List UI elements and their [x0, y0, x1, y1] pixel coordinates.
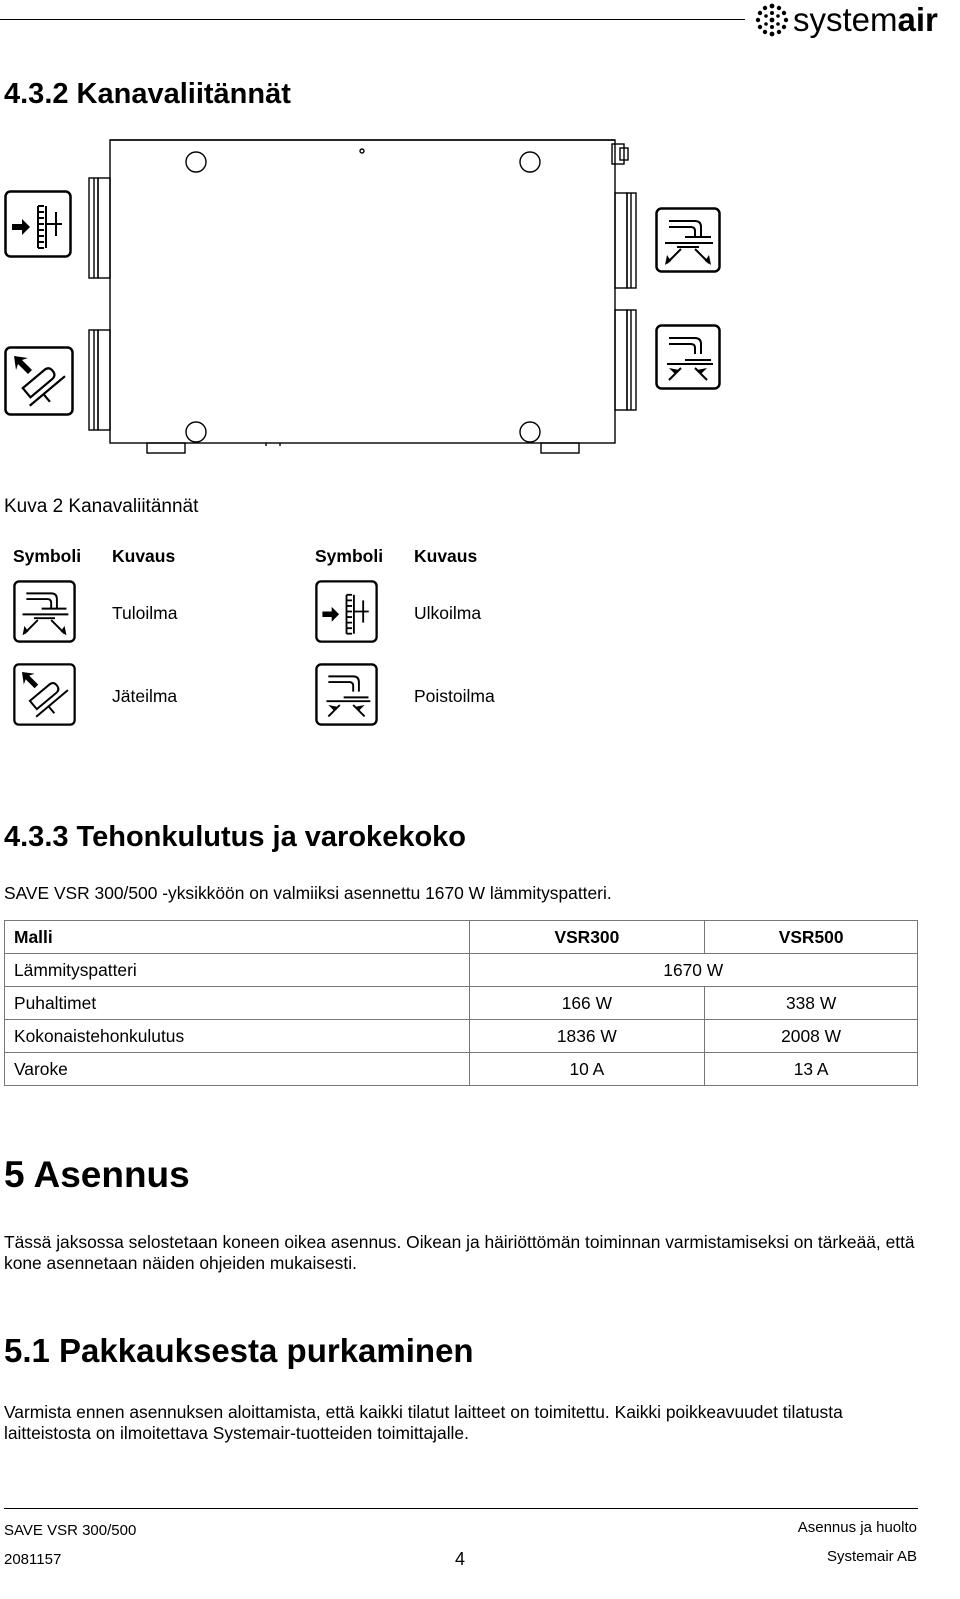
section-5-1-text: Varmista ennen asennuksen aloittamista, että kaikki tilatut laitteet on toimitettu. Kaikki poikkeavuudet tilatusta laitteistosta on ilmoitettava Systemair-tuotteiden toimittajalle. — [4, 1402, 843, 1443]
table-row — [5, 987, 918, 1020]
extract-air-icon — [655, 324, 721, 390]
row-label: Varoke — [5, 1053, 470, 1086]
systemair-logo — [755, 0, 938, 40]
supply-air-label: Tuloilma — [112, 603, 178, 623]
vsr500-value: 2008 W — [705, 1020, 918, 1053]
table-row — [5, 1053, 918, 1086]
footer-doc-number: 2081157 — [4, 1551, 62, 1568]
header-cell-model: Malli — [5, 921, 470, 954]
section-5-1-title: 5.1 Pakkauksesta purkaminen — [4, 1332, 474, 1369]
section-5-text: Tässä jaksossa selostetaan koneen oikea asennus. Oikean ja häiriöttömän toiminnan varmistamiseksi on tärkeää, että kone asennetaan näiden ohjeiden mukaisesti. — [4, 1232, 915, 1273]
logo-wordmark: systemair — [793, 1, 938, 38]
footer-rule — [4, 1508, 918, 1509]
unit-duct-connection-drawing — [0, 130, 740, 460]
symbol-col-header: Symboli — [13, 546, 82, 566]
outdoor-air-icon — [315, 580, 378, 643]
footer-chapter: Asennus ja huolto — [797, 1519, 917, 1536]
vsr300-value: 1836 W — [469, 1020, 705, 1053]
header-cell-vsr300: VSR300 — [469, 921, 705, 954]
description-col-header: Kuvaus — [112, 546, 176, 566]
header-cell-vsr500: VSR500 — [705, 921, 918, 954]
vsr500-value: 13 A — [705, 1053, 918, 1086]
symbol-col-header-2: Symboli — [315, 546, 384, 566]
row-label: Lämmityspatteri — [5, 954, 470, 987]
supply-air-icon — [13, 580, 76, 643]
extract-air-icon — [315, 663, 378, 726]
extract-air-label: Poistoilma — [414, 686, 495, 706]
vsr300-value: 166 W — [469, 987, 705, 1020]
table-row — [5, 954, 918, 987]
outdoor-air-label: Ulkoilma — [414, 603, 482, 623]
vsr300-value: 10 A — [469, 1053, 705, 1086]
description-col-header-2: Kuvaus — [414, 546, 478, 566]
row-label: Kokonaistehonkulutus — [5, 1020, 470, 1053]
section-4-3-3-intro: SAVE VSR 300/500 -yksikköön on valmiiksi asennettu 1670 W lämmityspatteri. — [4, 883, 612, 903]
supply-air-icon — [655, 207, 721, 273]
row-label: Puhaltimet — [5, 987, 470, 1020]
table-header-row — [5, 921, 918, 954]
merged-value-cell: 1670 W — [469, 954, 918, 987]
outdoor-air-icon — [4, 190, 72, 258]
footer-page-number: 4 — [455, 1549, 466, 1569]
table-row — [5, 1020, 918, 1053]
figure-caption: Kuva 2 Kanavaliitännät — [4, 496, 199, 517]
exhaust-air-icon — [13, 663, 76, 726]
section-4-3-2-title: 4.3.2 Kanavaliitännät — [4, 78, 291, 110]
logo-dots-icon — [755, 2, 789, 38]
vsr500-value: 338 W — [705, 987, 918, 1020]
section-4-3-3-title: 4.3.3 Tehonkulutus ja varokekoko — [4, 821, 467, 853]
footer-company: Systemair AB — [826, 1548, 917, 1565]
footer-product: SAVE VSR 300/500 — [4, 1522, 137, 1539]
power-fuse-table — [4, 920, 918, 1086]
header-rule — [0, 19, 745, 20]
exhaust-air-label: Jäteilma — [112, 686, 178, 706]
section-5-title: 5 Asennus — [4, 1154, 190, 1195]
exhaust-air-icon — [4, 346, 74, 416]
